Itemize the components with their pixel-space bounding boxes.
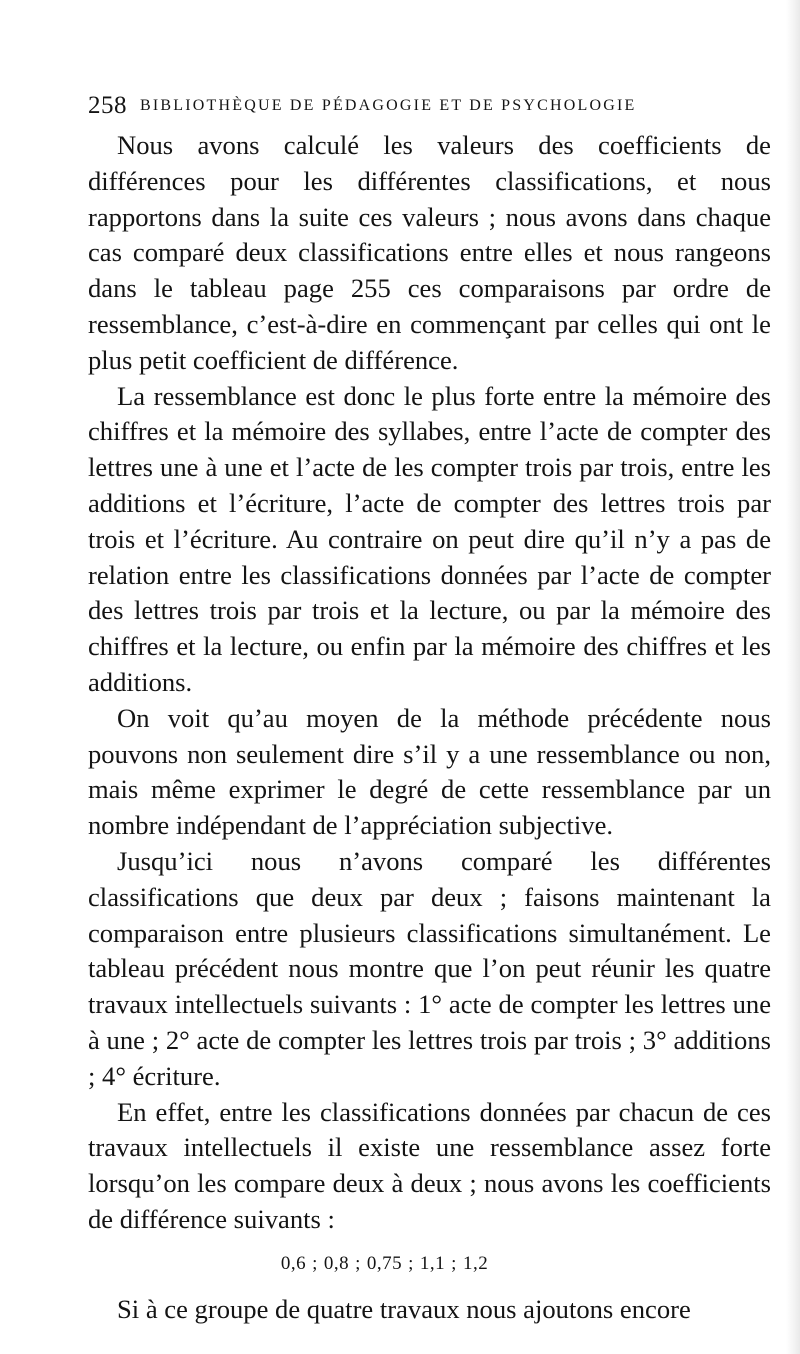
coefficient-value: 0,8 bbox=[323, 1252, 350, 1274]
page-number: 258 bbox=[88, 92, 127, 119]
page-edge-shadow bbox=[786, 0, 800, 1354]
coefficient-value: 0,6 bbox=[280, 1252, 307, 1274]
paragraph-ressemblance: La ressemblance est donc le plus forte entre la mémoire des chiffres et la mémoire des syllabes, entre l’acte de compter des lettres une à une et l’acte de les compter trois par trois, entre les additions et l’écriture, l’acte de compter des lettres trois par trois et l’écriture. Au contraire on peut dire qu’il n’y a pas de relation entre les classifications données par l’acte de compter des lettres trois par trois et la lecture, ou par la mémoire des chiffres et la lecture, ou enfin par la mémoire des chiffres et les additions. bbox=[88, 380, 771, 697]
coefficient-value: 1,1 bbox=[419, 1252, 446, 1274]
coefficient-value: 0,75 bbox=[366, 1252, 403, 1274]
paragraph-travaux-intellectuels: En effet, entre les classifications données par chacun de ces travaux intellectuels il existe une ressemblance assez forte lorsqu’on les compare deux à deux ; nous avons les coefficients de différence suivants : bbox=[88, 1096, 771, 1234]
coefficient-value: 1,2 bbox=[462, 1252, 489, 1274]
paragraph-coefficients-intro: Nous avons calculé les valeurs des coefficients de différences pour les différentes classifications, et nous rapportons dans la suite ces valeurs ; nous avons dans chaque cas comparé deux classifications entre elles et nous rangeons dans le tableau page 255 ces comparaisons par ordre de ressemblance, c’est-à-dire en commençant par celles qui ont le plus petit coefficient de différence. bbox=[88, 130, 771, 375]
separator: ; bbox=[451, 1252, 457, 1274]
paragraph-methode: On voit qu’au moyen de la méthode précédente nous pouvons non seulement dire s’il y a une ressemblance ou non, mais même exprimer le degré de cette ressemblance par un nombre indépendant de l’appréciation subjective. bbox=[88, 702, 771, 841]
separator: ; bbox=[408, 1252, 414, 1274]
running-head: BIBLIOTHÈQUE DE PÉDAGOGIE ET DE PSYCHOLOGIE bbox=[140, 97, 637, 114]
paragraph-comparaison-multiple: Jusqu’ici nous n’avons comparé les différentes classifications que deux par deux ; faisons maintenant la comparaison entre plusieurs classifications simultanément. Le tableau précédent nous montre que l’on peut réunir les quatre travaux intellectuels suivants : 1° acte de compter les lettres une à une ; 2° acte de compter les lettres trois par trois ; 3° additions ; 4° écriture. bbox=[88, 845, 771, 1091]
separator: ; bbox=[312, 1252, 318, 1274]
paragraph-final: Si à ce groupe de quatre travaux nous ajoutons encore bbox=[117, 1293, 691, 1324]
separator: ; bbox=[355, 1252, 361, 1274]
page-header bbox=[88, 92, 708, 122]
coefficient-values bbox=[88, 1252, 771, 1276]
body-text bbox=[88, 128, 771, 1328]
